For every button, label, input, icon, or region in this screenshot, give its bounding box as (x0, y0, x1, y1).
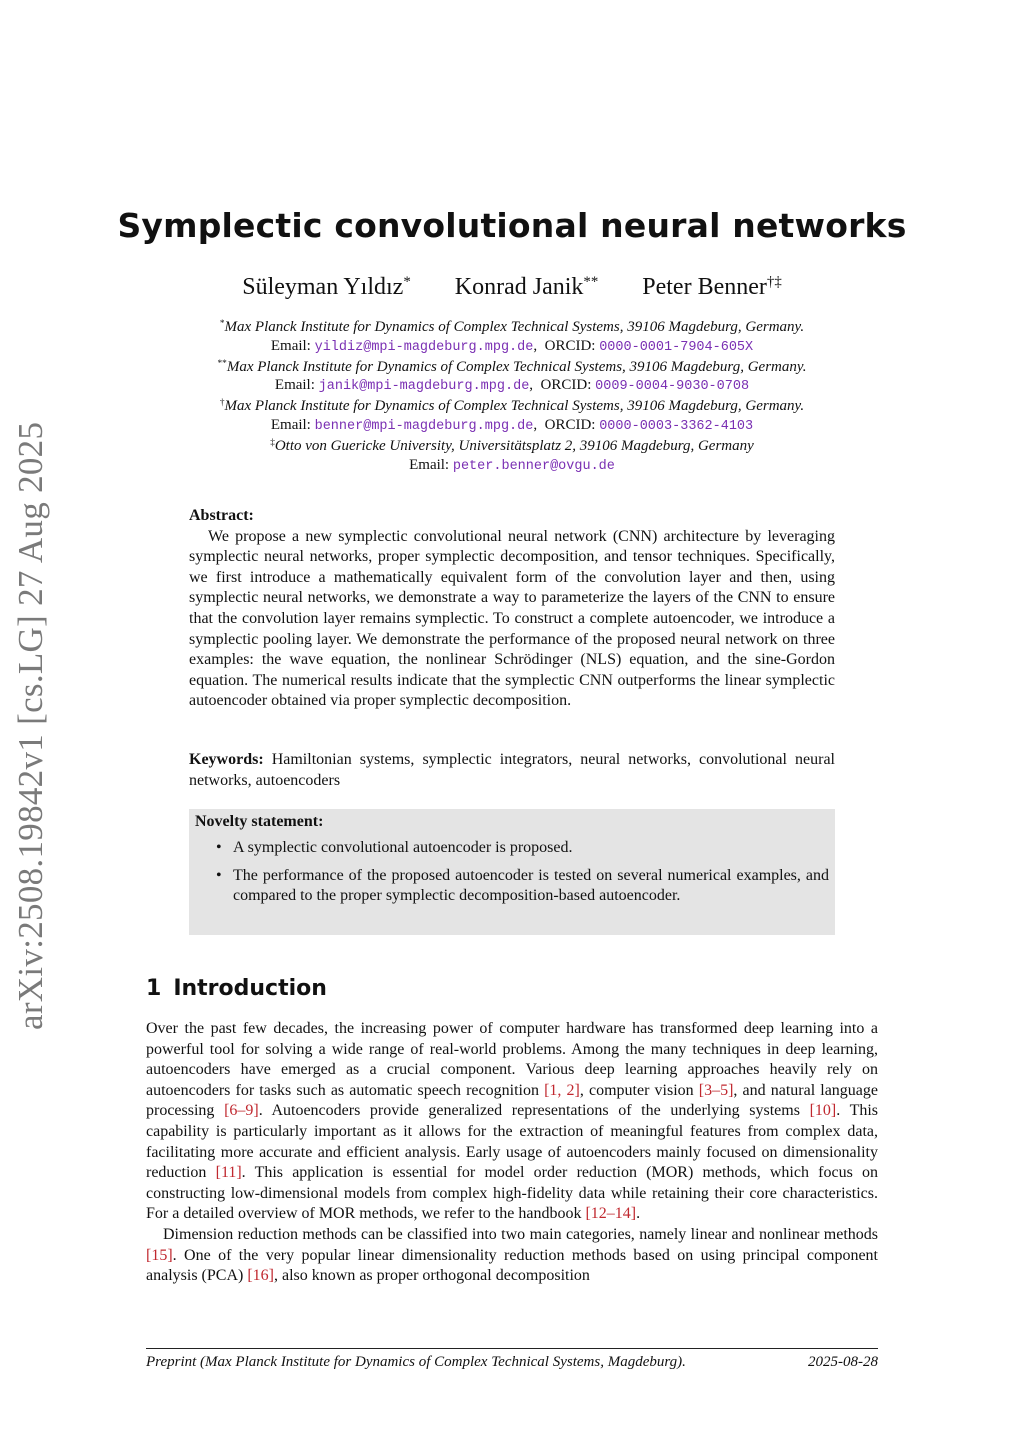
novelty-list (189, 838, 835, 914)
abstract-text: We propose a new symplectic convolutional neural network (CNN) architecture by leveraging symplectic neural networks, proper symplectic decomposition, and tensor techniques. Specifically, we first introduce a mathematically equivalent form of the convolution layer and then, using symplectic neural networks, we demonstrate a way to parameterize the layers of the CNN to ensure that the convolution layer remains symplectic. To construct a complete autoencoder, we introduce a symplectic pooling layer. We demonstrate the performance of the proposed neural network on three examples: the wave equation, the nonlinear Schrödinger (NLS) equation, and the sine-Gordon equation. The numerical results indicate that the symplectic CNN outperforms the linear symplectic autoencoder obtained via proper symplectic decomposition. (189, 527, 835, 710)
footer-rule (146, 1348, 878, 1349)
bullet-icon: • (216, 866, 222, 884)
email-link[interactable]: benner@mpi-magdeburg.mpg.de (314, 418, 534, 434)
citation-link[interactable]: [6–9] (224, 1102, 259, 1120)
abstract-section (189, 506, 835, 712)
affiliation-contact: Email: yildiz@mpi-magdeburg.mpg.de, ORCID: 0000-0001-7904-605X (270, 337, 754, 355)
paragraph: Over the past few decades, the increasing power of computer hardware has transformed deep learning into a powerful tool for solving a wide range of real-world problems. Among the many techniques in deep learning, autoencoders have emerged as a crucial component. Various deep learning approaches heavily rely on autoencoders for tasks such as automatic speech recognition [1, 2], computer vision [3–5], and natural language processing [6–9]. Autoencoders provide generalized representations of the underlying systems [10]. This capability is particularly important as it allows for the extraction of meaningful features from complex data, facilitating more accurate and efficient analysis. Early usage of autoencoders mainly focused on dimensionality reduction [11]. This application is essential for model order reduction (MOR) methods, which focus on constructing low-dimensional models from complex high-fidelity data while retaining their core characteristics. For a detailed overview of MOR methods, we refer to the handbook [12–14]. (146, 1020, 879, 1223)
keywords-text: Hamiltonian systems, symplectic integrators, neural networks, convolutional neural networks, autoencoders (189, 751, 836, 789)
email-link[interactable]: janik@mpi-magdeburg.mpg.de (318, 379, 530, 395)
affiliation-contact: Email: peter.benner@ovgu.de (409, 456, 615, 474)
novelty-statement-box (189, 809, 835, 935)
keywords-section (189, 750, 835, 791)
list-item: • The performance of the proposed autoencoder is tested on several numerical examples, and compared to the proper symplectic decomposition-based autoencoder. (216, 866, 829, 905)
citation-link[interactable]: [1, 2] (544, 1081, 580, 1099)
author: Konrad Janik** (454, 273, 599, 300)
affiliation: *Max Planck Institute for Dynamics of Complex Technical Systems, 39106 Magdeburg, Germany. (219, 318, 805, 335)
keywords-heading: Keywords: (189, 751, 264, 768)
paper-title: Symplectic convolutional neural networks (117, 206, 907, 245)
affiliation: †Max Planck Institute for Dynamics of Complex Technical Systems, 39106 Magdeburg, Germany. (219, 398, 805, 415)
author-list (0, 274, 1024, 301)
section-heading-introduction: 1 Introduction (146, 976, 327, 1001)
introduction-body (146, 1019, 878, 1287)
affiliation-contact: Email: benner@mpi-magdeburg.mpg.de, ORCID: 0000-0003-3362-4103 (270, 416, 754, 434)
citation-link[interactable]: [11] (215, 1164, 242, 1182)
footer-text: Preprint (Max Planck Institute for Dynamics of Complex Technical Systems, Magdeburg). (146, 1354, 686, 1370)
list-item: • A symplectic convolutional autoencoder is proposed. (189, 838, 835, 859)
citation-link[interactable]: [15] (146, 1246, 173, 1264)
footer-date: 2025-08-28 (808, 1354, 878, 1370)
arxiv-identifier-stamp: arXiv:2508.19842v1 [cs.LG] 27 Aug 2025 (11, 421, 50, 1030)
citation-link[interactable]: [3–5] (698, 1081, 734, 1099)
affiliations-block (0, 318, 1024, 476)
affiliation: ‡Otto von Guericke University, Universitätsplatz 2, 39106 Magdeburg, Germany (270, 437, 754, 454)
novelty-heading: Novelty statement: (195, 813, 324, 830)
paragraph: Dimension reduction methods can be classified into two main categories, namely linear and nonlinear methods [15]. One of the very popular linear dimensionality reduction methods based on using principal component analysis (PCA) [16], also known as proper orthogonal decomposition (146, 1225, 878, 1285)
author: Süleyman Yıldız* (242, 273, 411, 300)
citation-link[interactable]: [12–14] (585, 1205, 637, 1223)
bullet-icon: • (216, 839, 222, 856)
citation-link[interactable]: [10] (809, 1102, 837, 1120)
orcid-link[interactable]: 0000-0003-3362-4103 (599, 418, 754, 434)
email-link[interactable]: peter.benner@ovgu.de (452, 458, 615, 474)
affiliation-contact: Email: janik@mpi-magdeburg.mpg.de, ORCID: 0009-0004-9030-0708 (274, 377, 750, 395)
orcid-link[interactable]: 0009-0004-9030-0708 (595, 379, 750, 395)
affiliation: **Max Planck Institute for Dynamics of Complex Technical Systems, 39106 Magdeburg, Germany. (217, 358, 807, 375)
abstract-heading: Abstract: (189, 507, 254, 524)
page-footer (146, 1354, 878, 1371)
citation-link[interactable]: [16] (247, 1267, 274, 1285)
email-link[interactable]: yildiz@mpi-magdeburg.mpg.de (314, 339, 534, 355)
author: Peter Benner†‡ (642, 273, 782, 300)
orcid-link[interactable]: 0000-0001-7904-605X (599, 339, 754, 355)
